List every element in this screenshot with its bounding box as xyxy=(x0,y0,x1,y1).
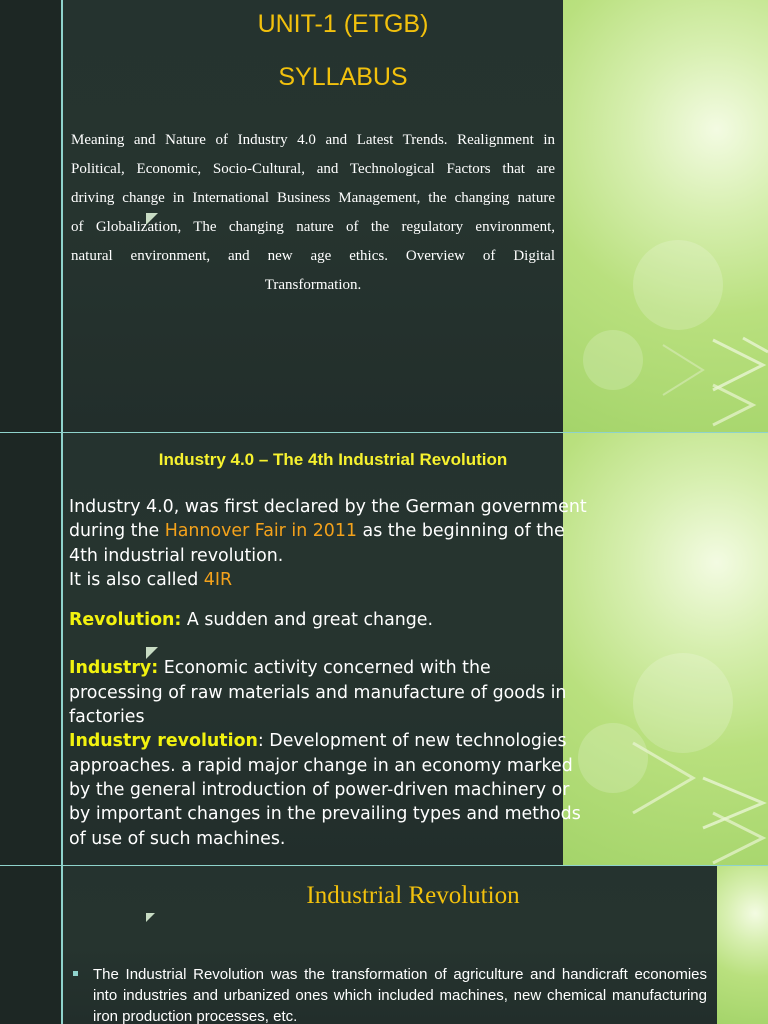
term-definition: A sudden and great change. xyxy=(181,610,434,631)
definition-revolution xyxy=(69,608,589,632)
slide-title: Industrial Revolution xyxy=(306,882,520,909)
slide-industry-4 xyxy=(0,433,768,865)
syllabus-line: Transformation. xyxy=(264,277,362,293)
term-definition: : Development of new technologies approaches. a rapid major change in an economy marked by the general introduction of power-driven machinery or by important changes in the prevailing types and methods of use of such machines. xyxy=(69,731,581,849)
syllabus-line: natural environment, and new age ethics. Overview of Digital xyxy=(71,248,555,264)
text-run: Industry 4.0, was first declared by the German government during the xyxy=(69,497,587,542)
paragraph xyxy=(69,568,589,592)
slide-body xyxy=(69,495,589,851)
term-label: Industry: xyxy=(69,658,159,679)
definition-industry-revolution xyxy=(69,729,589,850)
syllabus-line: Political, Economic, Socio-Cultural, and Technological Factors that are xyxy=(71,161,555,177)
left-band xyxy=(0,433,63,865)
bullet-icon xyxy=(73,971,78,976)
syllabus-text xyxy=(71,126,555,300)
paragraph xyxy=(69,495,589,568)
highlight-text: Hannover Fair in 2011 xyxy=(164,521,358,542)
green-decor xyxy=(563,433,768,865)
highlight-text: 4IR xyxy=(203,569,233,590)
slide-syllabus xyxy=(0,0,768,432)
term-label: Industry revolution xyxy=(69,731,258,752)
term-definition: Economic activity concerned with the processing of raw materials and manufacture of goods in factories xyxy=(69,658,567,728)
corner-marker-icon xyxy=(146,913,155,922)
bullet-text: The Industrial Revolution was the transformation of agriculture and handicraft economies into industries and urbanized ones which included machines, new chemical manufacturing iron production processes, etc. xyxy=(93,966,707,1024)
left-band xyxy=(0,866,63,1024)
syllabus-line: of Globalization, The changing nature of the regulatory environment, xyxy=(71,219,555,235)
slide-subtitle: SYLLABUS xyxy=(278,63,408,91)
chevron-pattern-icon xyxy=(563,433,768,865)
corner-marker-icon xyxy=(146,647,158,659)
syllabus-line: Meaning and Nature of Industry 4.0 and Latest Trends. Realignment in xyxy=(71,132,555,148)
slide-title: Industry 4.0 – The 4th Industrial Revolution xyxy=(158,450,508,469)
term-label: Revolution: xyxy=(69,610,182,631)
slide-title: UNIT-1 (ETGB) xyxy=(257,10,429,38)
slide-industrial-revolution xyxy=(0,866,768,1024)
text-run: as the beginning of the 4th industrial revolution. xyxy=(69,521,565,566)
syllabus-line: driving change in International Business Management, the changing nature xyxy=(71,190,555,206)
left-band xyxy=(0,0,63,432)
corner-marker-icon xyxy=(146,213,158,225)
definition-industry xyxy=(69,656,589,729)
text-run: It is also called xyxy=(69,569,204,590)
